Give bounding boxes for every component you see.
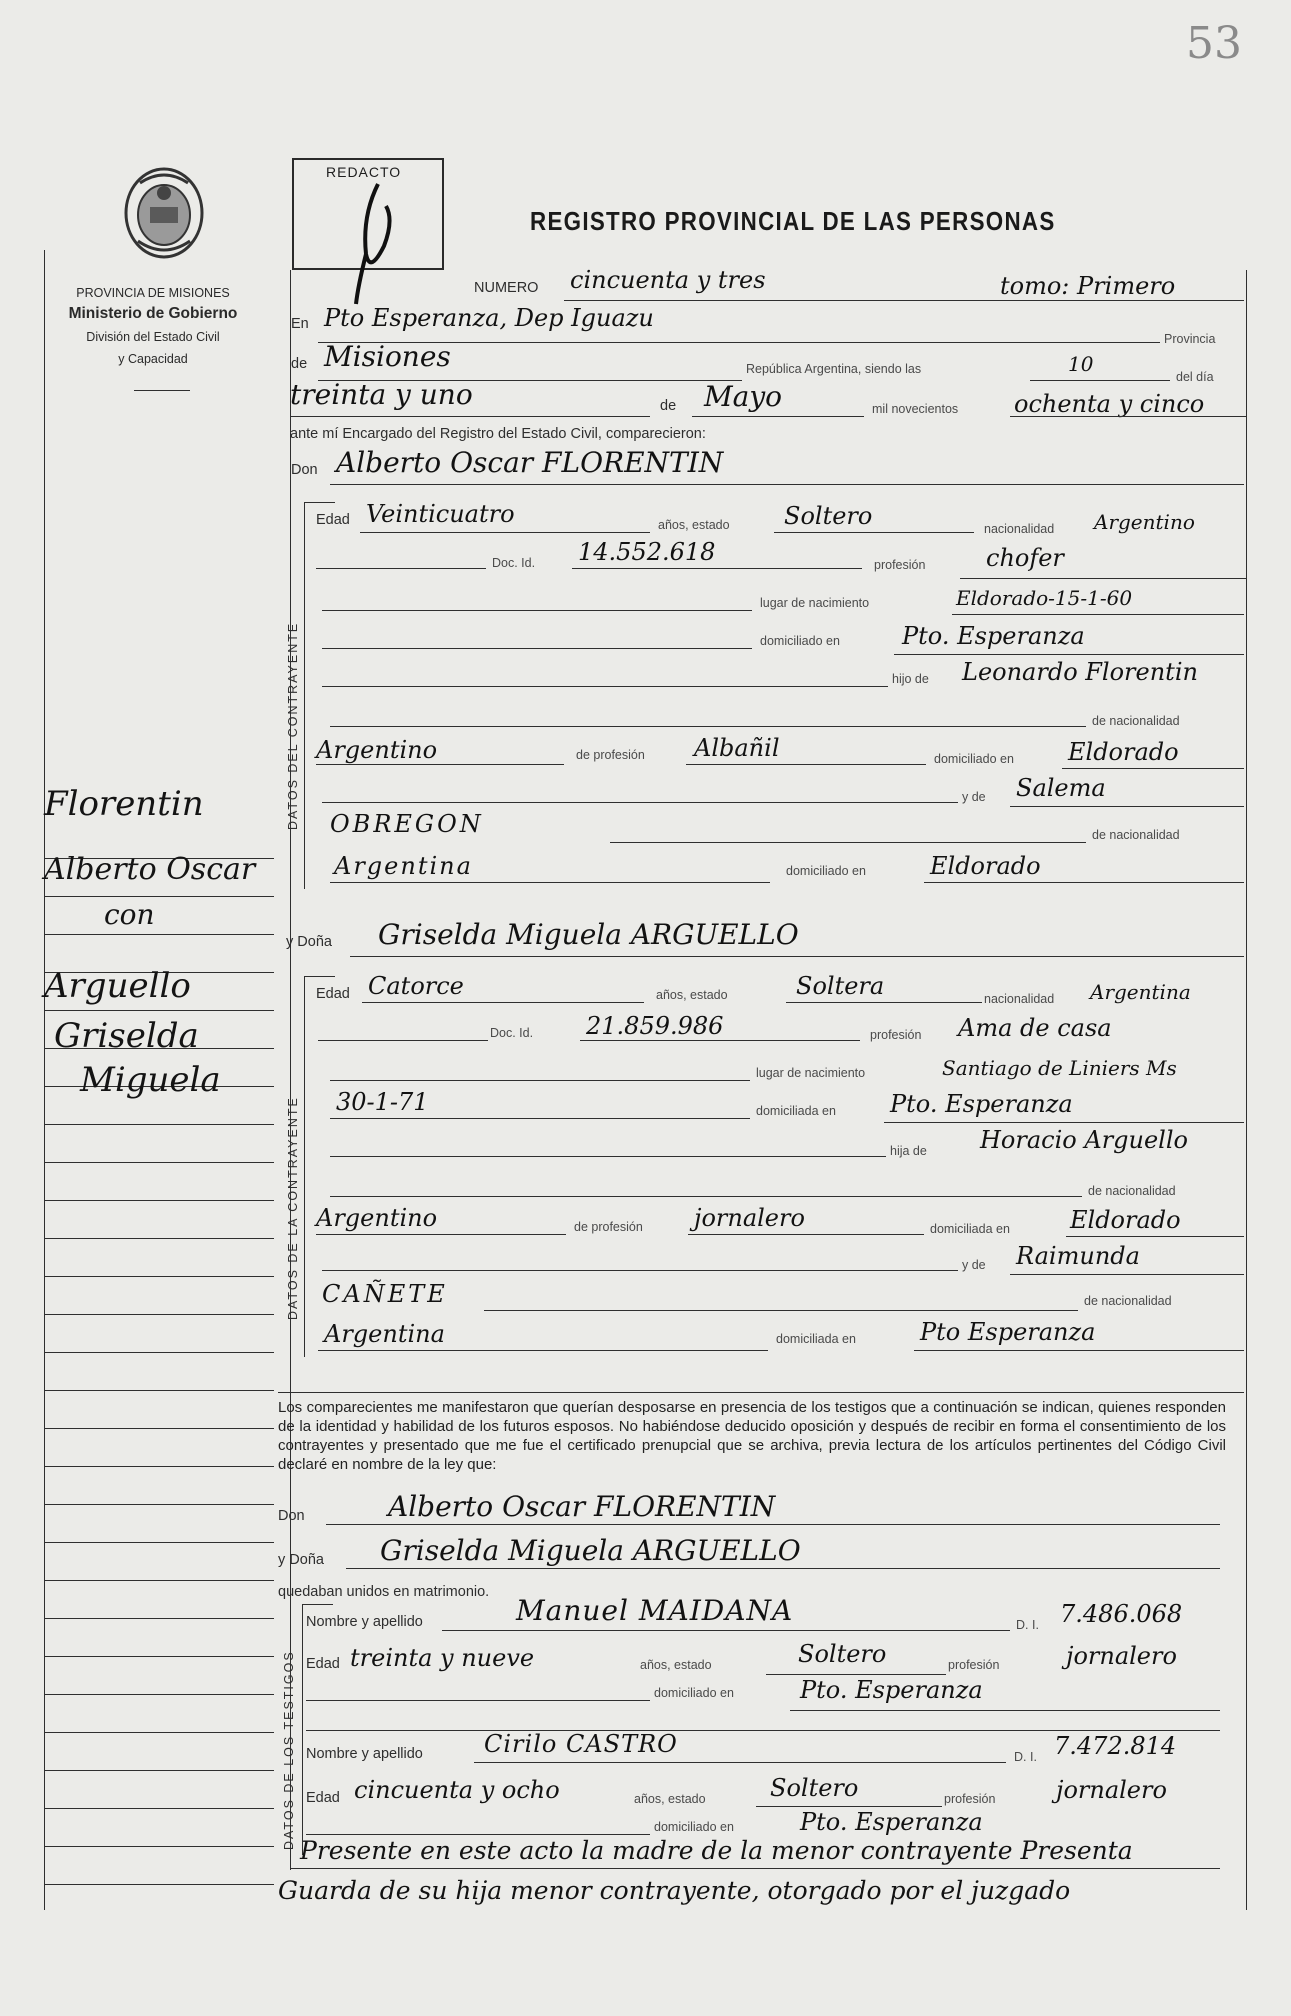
decl-dona-label: y Doña bbox=[278, 1552, 324, 1568]
f-domicilio-line bbox=[884, 1122, 1244, 1123]
coat-of-arms-icon bbox=[120, 163, 208, 263]
c-madre-nac-value: Argentina bbox=[334, 852, 473, 880]
f-anos-label: años, estado bbox=[656, 988, 728, 1002]
f-hija-label: hija de bbox=[890, 1144, 927, 1158]
header-division-2: y Capacidad bbox=[118, 352, 188, 366]
margin-note-line-5: Griselda bbox=[54, 1016, 199, 1056]
f-profesion-label: profesión bbox=[870, 1028, 922, 1042]
republica-label: República Argentina, siendo las bbox=[746, 362, 922, 376]
de-mes-label: de bbox=[660, 398, 677, 414]
f-padre-value: Horacio Arguello bbox=[980, 1126, 1188, 1154]
t1-profesion-label: profesión bbox=[948, 1658, 1000, 1672]
f-doc-label: Doc. Id. bbox=[490, 1026, 534, 1040]
testigos-section-label: DATOS DE LOS TESTIGOS bbox=[282, 1650, 296, 1850]
c-padre-prof-line bbox=[686, 764, 926, 765]
c-doc-label: Doc. Id. bbox=[492, 556, 536, 570]
redacto-signature-icon bbox=[350, 176, 410, 310]
c-padre-prof-value: Albañil bbox=[694, 734, 780, 762]
dia-line bbox=[290, 416, 650, 417]
margin-note-line-6: Miguela bbox=[80, 1060, 221, 1100]
c-nacionalidad-label: nacionalidad bbox=[984, 522, 1055, 536]
f-lugar-nac-label: lugar de nacimiento bbox=[756, 1066, 866, 1080]
contrayente-nombre-line bbox=[330, 484, 1244, 485]
numero-value: cincuenta y tres bbox=[570, 266, 766, 294]
c-lugar-nac-line bbox=[952, 614, 1244, 615]
header-ministry: Ministerio de Gobierno bbox=[68, 305, 238, 322]
mes-line bbox=[692, 416, 864, 417]
t2-profesion-label: profesión bbox=[944, 1792, 996, 1806]
f-padre-prof-value: jornalero bbox=[694, 1204, 805, 1232]
f-padre-dom-line bbox=[1066, 1236, 1244, 1237]
dona-label: y Doña bbox=[286, 934, 332, 950]
tomo-value: tomo: Primero bbox=[1000, 272, 1176, 300]
f-de-nac2-label: de nacionalidad bbox=[1084, 1294, 1172, 1308]
c-estado-value: Soltero bbox=[784, 502, 873, 530]
c-profesion-line bbox=[960, 578, 1246, 579]
f-fecha-nac-line bbox=[330, 1118, 750, 1119]
c-doc-pre-line bbox=[316, 568, 486, 569]
t1-estado-line bbox=[766, 1674, 946, 1675]
c-de-prof-label: de profesión bbox=[576, 748, 645, 762]
contrayenta-section-label: DATOS DE LA CONTRAYENTE bbox=[286, 1096, 300, 1320]
f-madre-nac-value: Argentina bbox=[324, 1320, 445, 1348]
f-doc-pre-line bbox=[318, 1040, 488, 1041]
t1-dom-pre-line bbox=[306, 1700, 650, 1701]
t1-nombre-value: Manuel MAIDANA bbox=[516, 1594, 794, 1627]
margin-note-line-3: con bbox=[104, 898, 155, 931]
c-padre-line bbox=[330, 726, 1086, 727]
t1-estado-value: Soltero bbox=[798, 1640, 887, 1668]
t2-di-label: D. I. bbox=[1014, 1750, 1037, 1764]
f-de-prof-label: de profesión bbox=[574, 1220, 643, 1234]
c-madre-line bbox=[1010, 806, 1244, 807]
contrayenta-nombre: Griselda Miguela ARGUELLO bbox=[378, 918, 799, 951]
f-lugar-nac-value: Santiago de Liniers Ms bbox=[942, 1056, 1177, 1080]
provincia-value: Misiones bbox=[324, 340, 451, 373]
f-madre-line bbox=[1010, 1274, 1244, 1275]
t1-di-label: D. I. bbox=[1016, 1618, 1039, 1632]
c-madre-apellido-value: OBREGON bbox=[330, 810, 484, 838]
f-de-nac-label: de nacionalidad bbox=[1088, 1184, 1176, 1198]
t2-anos-label: años, estado bbox=[634, 1792, 706, 1806]
contrayente-nombre: Alberto Oscar FLORENTIN bbox=[336, 446, 724, 479]
t2-dom-pre-line bbox=[306, 1834, 650, 1835]
f-padre-line bbox=[330, 1196, 1082, 1197]
f-nacionalidad-value: Argentina bbox=[1090, 980, 1191, 1004]
mes-value: Mayo bbox=[704, 380, 783, 413]
t2-estado-value: Soltero bbox=[770, 1774, 859, 1802]
decl-don-value: Alberto Oscar FLORENTIN bbox=[388, 1490, 776, 1523]
c-padre-dom-line bbox=[1062, 768, 1244, 769]
f-padre-nac-line bbox=[316, 1234, 566, 1235]
numero-label: NUMERO bbox=[474, 280, 539, 296]
margin-note-line-2: Alberto Oscar bbox=[44, 852, 256, 887]
c-madre-apellido-line bbox=[610, 842, 1086, 843]
c-padre-nac-line bbox=[316, 764, 564, 765]
f-domicilio-value: Pto. Esperanza bbox=[890, 1090, 1073, 1118]
decl-dona-line bbox=[346, 1568, 1220, 1569]
t2-nombre-value: Cirilo CASTRO bbox=[484, 1730, 678, 1758]
f-fecha-nac-value: 30-1-71 bbox=[336, 1088, 429, 1116]
f-madre-apellido-value: CAÑETE bbox=[322, 1280, 448, 1308]
hora-line bbox=[1030, 380, 1170, 381]
main-left-border bbox=[290, 270, 291, 1870]
c-nacionalidad-value: Argentino bbox=[1094, 510, 1195, 534]
mil-label: mil novecientos bbox=[872, 402, 959, 416]
c-dom-label: domiciliado en bbox=[934, 752, 1014, 766]
contrayenta-nombre-line bbox=[350, 956, 1244, 957]
f-edad-label: Edad bbox=[316, 986, 350, 1002]
f-madre-value: Raimunda bbox=[1016, 1242, 1140, 1270]
c-hijo-pre-line bbox=[322, 686, 888, 687]
declaracion-parrafo: Los comparecientes me manifestaron que querían desposarse en presencia de los testigos que a continuación se indican, quienes responden de la identidad y habilidad de los futuros esposos. No habiéndose deducido oposición y después de recibir en forma el consentimiento de los contrayentes y presentado que me fue el certificado prenupcial que se archiva, previa lectura de los artículos pertinentes del Código Civil declaré en nombre de la ley que: bbox=[278, 1399, 1226, 1473]
f-nacionalidad-label: nacionalidad bbox=[984, 992, 1055, 1006]
f-madre-apellido-line bbox=[484, 1310, 1078, 1311]
f-madre-nac-line bbox=[318, 1350, 768, 1351]
t1-edad-label: Edad bbox=[306, 1656, 340, 1672]
t1-profesion-value: jornalero bbox=[1066, 1642, 1177, 1670]
t1-nombre-label: Nombre y apellido bbox=[306, 1614, 423, 1630]
t2-edad-value: cincuenta y ocho bbox=[354, 1776, 560, 1804]
page-number: 53 bbox=[1186, 18, 1242, 69]
c-madre-dom-line bbox=[924, 882, 1244, 883]
t1-domicilio-value: Pto. Esperanza bbox=[800, 1676, 983, 1704]
f-doc-value: 21.859.986 bbox=[586, 1012, 724, 1040]
lugar-value: Pto Esperanza, Dep Iguazu bbox=[324, 304, 654, 332]
en-label: En bbox=[291, 316, 309, 332]
f-y-de-label: y de bbox=[962, 1258, 986, 1272]
t2-domicilio-label: domiciliado en bbox=[654, 1820, 734, 1834]
t1-anos-label: años, estado bbox=[640, 1658, 712, 1672]
decl-don-label: Don bbox=[278, 1508, 305, 1524]
c-doc-value: 14.552.618 bbox=[578, 538, 716, 566]
c-padre-dom-value: Eldorado bbox=[1068, 738, 1179, 766]
header-divider bbox=[134, 390, 190, 391]
c-anos-label: años, estado bbox=[658, 518, 730, 532]
provincia-label: Provincia bbox=[1164, 332, 1216, 346]
c-dom2-label: domiciliado en bbox=[786, 864, 866, 878]
anio-value: ochenta y cinco bbox=[1014, 390, 1205, 418]
c-edad-line bbox=[360, 532, 650, 533]
t2-profesion-value: jornalero bbox=[1056, 1776, 1167, 1804]
c-edad-label: Edad bbox=[316, 512, 350, 528]
t2-nombre-label: Nombre y apellido bbox=[306, 1746, 423, 1762]
dia-label: del día bbox=[1176, 370, 1214, 384]
c-doc-line bbox=[572, 568, 862, 569]
c-padre-nac-value: Argentino bbox=[316, 736, 438, 764]
main-right-border bbox=[1246, 270, 1247, 1910]
c-madre-dom-value: Eldorado bbox=[930, 852, 1041, 880]
c-profesion-label: profesión bbox=[874, 558, 926, 572]
t1-nombre-line bbox=[442, 1630, 1010, 1631]
c-de-nac-label: de nacionalidad bbox=[1092, 714, 1180, 728]
c-lugar-nac-label: lugar de nacimiento bbox=[760, 596, 870, 610]
c-domicilio-label: domiciliado en bbox=[760, 634, 840, 648]
f-lugar-pre-line bbox=[330, 1080, 750, 1081]
nota-line-1-rule bbox=[290, 1868, 1220, 1869]
decl-dona-value: Griselda Miguela ARGUELLO bbox=[380, 1534, 801, 1567]
c-yde-pre-line bbox=[322, 802, 958, 803]
t2-estado-line bbox=[756, 1806, 942, 1807]
f-madre-dom-line bbox=[914, 1350, 1244, 1351]
de-label: de bbox=[291, 356, 308, 372]
f-padre-nac-value: Argentino bbox=[316, 1204, 438, 1232]
c-lugar-nac-value: Eldorado-15-1-60 bbox=[956, 586, 1133, 610]
testigos-divider bbox=[306, 1730, 1220, 1731]
c-madre-value: Salema bbox=[1016, 774, 1106, 802]
c-domicilio-value: Pto. Esperanza bbox=[902, 622, 1085, 650]
f-estado-line bbox=[786, 1002, 982, 1003]
t1-di-value: 7.486.068 bbox=[1060, 1600, 1183, 1628]
header-province: PROVINCIA DE MISIONES bbox=[76, 286, 230, 300]
f-domicilio-label: domiciliada en bbox=[756, 1104, 836, 1118]
c-y-de-label: y de bbox=[962, 790, 986, 804]
nota-line-2: Guarda de su hija menor contrayente, otorgado por el juzgado bbox=[278, 1876, 1071, 1905]
c-de-nac2-label: de nacionalidad bbox=[1092, 828, 1180, 842]
t2-di-value: 7.472.814 bbox=[1054, 1732, 1177, 1760]
c-domicilio-line bbox=[894, 654, 1244, 655]
f-padre-prof-line bbox=[688, 1234, 924, 1235]
margin-note-line-1: Florentin bbox=[44, 784, 204, 824]
c-edad-value: Veinticuatro bbox=[366, 500, 515, 528]
don-label: Don bbox=[291, 462, 318, 478]
c-hijo-label: hijo de bbox=[892, 672, 929, 686]
f-madre-dom-value: Pto Esperanza bbox=[920, 1318, 1096, 1346]
f-profesion-value: Ama de casa bbox=[958, 1014, 1112, 1042]
contrayente-section-label: DATOS DEL CONTRAYENTE bbox=[286, 621, 300, 830]
numero-line bbox=[564, 300, 1244, 301]
decl-unidos-label: quedaban unidos en matrimonio. bbox=[278, 1584, 490, 1600]
c-madre-nac-line bbox=[330, 882, 770, 883]
f-estado-value: Soltera bbox=[796, 972, 885, 1000]
margin-note-line-4: Arguello bbox=[44, 966, 191, 1006]
c-lugar-pre-line bbox=[322, 610, 752, 611]
f-hija-pre-line bbox=[330, 1156, 886, 1157]
t1-domicilio-label: domiciliado en bbox=[654, 1686, 734, 1700]
f-edad-line bbox=[362, 1002, 644, 1003]
redacto-label: REDACTO bbox=[326, 164, 402, 180]
t2-nombre-line bbox=[474, 1762, 1006, 1763]
t1-edad-value: treinta y nueve bbox=[350, 1644, 535, 1672]
dia-value: treinta y uno bbox=[290, 378, 473, 411]
header-division: División del Estado Civil bbox=[86, 330, 220, 344]
ante-label: ante mí Encargado del Registro del Estado Civil, comparecieron: bbox=[290, 426, 706, 442]
decl-don-line bbox=[326, 1524, 1220, 1525]
c-dom-pre-line bbox=[322, 648, 752, 649]
t2-edad-label: Edad bbox=[306, 1790, 340, 1806]
c-estado-line bbox=[774, 532, 974, 533]
document-title: REGISTRO PROVINCIAL DE LAS PERSONAS bbox=[530, 206, 1056, 236]
f-padre-dom-value: Eldorado bbox=[1070, 1206, 1181, 1234]
declaracion-top-line bbox=[278, 1392, 1244, 1393]
c-profesion-value: chofer bbox=[986, 544, 1064, 572]
t2-domicilio-value: Pto. Esperanza bbox=[800, 1808, 983, 1836]
c-padre-value: Leonardo Florentin bbox=[962, 658, 1198, 686]
margin-left-border bbox=[44, 250, 45, 1910]
hora-value: 10 bbox=[1068, 352, 1094, 376]
f-doc-line bbox=[580, 1040, 860, 1041]
f-dom2-label: domiciliada en bbox=[776, 1332, 856, 1346]
f-edad-value: Catorce bbox=[368, 972, 464, 1000]
f-yde-pre-line bbox=[322, 1270, 958, 1271]
nota-line-1: Presente en este acto la madre de la menor contrayente Presenta bbox=[300, 1836, 1133, 1865]
t1-domicilio-line bbox=[790, 1710, 1220, 1711]
anio-line bbox=[1010, 416, 1246, 417]
f-dom-label: domiciliada en bbox=[930, 1222, 1010, 1236]
